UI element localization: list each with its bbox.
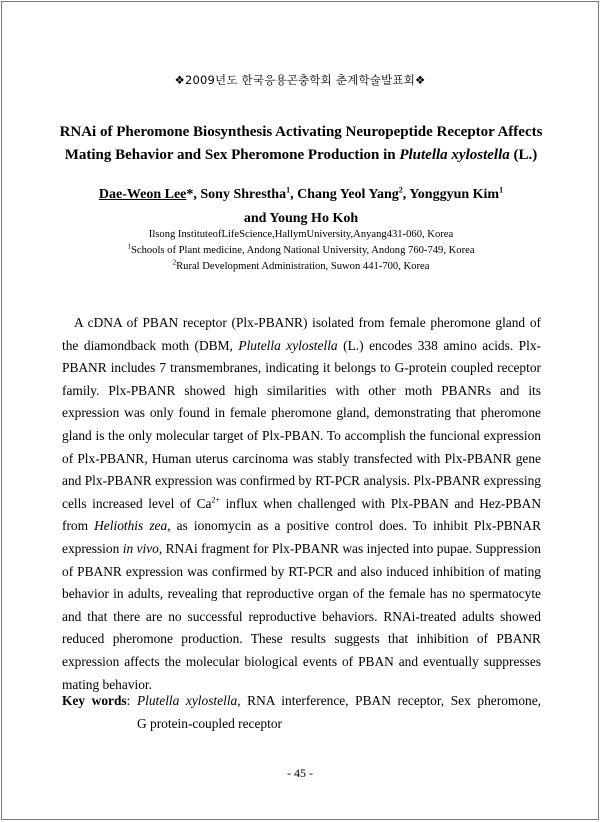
keywords-line-1	[62, 690, 541, 713]
title-line-1: RNAi of Pheromone Biosynthesis Activating Neuropeptide Receptor Affects	[59, 124, 543, 140]
affiliations	[42, 227, 560, 275]
keywords-label: Key words	[62, 693, 127, 708]
affiliation-1-text: Schools of Plant medicine, Andong National University, Andong 760-749, Korea	[130, 245, 475, 256]
author-line-1	[42, 183, 560, 207]
keywords-species: Plutella xylostella	[136, 693, 238, 708]
paper-title	[42, 121, 560, 167]
abstract-species-heliothis: Heliothis zea	[94, 518, 168, 534]
affiliation-mark: 1	[286, 185, 291, 195]
author-list	[42, 183, 560, 231]
abstract-in-vivo: in vivo	[122, 540, 159, 556]
title-line-2	[42, 144, 560, 167]
abstract-text: A cDNA of PBAN receptor (Plx-PBANR) isolated from female pheromone gland of the diamondback moth (DBM,	[62, 315, 541, 353]
keywords	[62, 690, 541, 735]
title-line-2-end: (L.)	[509, 147, 538, 163]
abstract-text: (L.) encodes 338 amino acids. Plx-PBANR includes 7 transmembranes, indicating it belongs to G-protein coupled receptor family. Plx-PBANR showed high similarities with other moth PBANRs and its expression was only found in female pheromone gland, demonstrating that pheromone gland is the only molecular target of Plx-PBAN. To accomplish the funcional expression of Plx-PBANR, Human uterus carcinoma was stably transfected with Plx-PBANR gene and Plx-PBANR expression was confirmed by RT-PCR analysis. Plx-PBANR expressing cells increased level of Ca	[62, 337, 542, 511]
author-shrestha: Sony Shrestha	[200, 187, 287, 202]
paper-page	[1, 1, 599, 820]
affiliation-1-mark: 1	[127, 242, 131, 251]
author-line-2: and Young Ho Koh	[243, 211, 359, 226]
author-separator: ,	[402, 187, 410, 202]
author-yang: Chang Yeol Yang	[297, 187, 399, 202]
author-kim: Yonggyun Kim	[409, 187, 500, 202]
page-number: - 45 -	[287, 766, 313, 780]
affiliation-1	[42, 243, 560, 259]
author-separator: ,	[290, 187, 298, 202]
author-separator: ,	[193, 187, 201, 202]
affiliation-2-mark: 2	[172, 258, 177, 267]
conference-header: ❖2009년도 한국응용곤충학회 춘계학술발표회❖	[174, 73, 426, 87]
keywords-line-2: G protein-coupled receptor	[137, 715, 283, 731]
author-lee: Dae-Weon Lee	[98, 187, 187, 202]
abstract-text: , RNAi fragment for Plx-PBANR was injected into pupae. Suppression of PBANR expression was confirmed by RT-PCR and also induced inhibition of mating behavior in adults, revealing that reproductive organ of the female has no spermatocyte and that there are no successful reproductive behaviors. RNAi-treated adults showed reduced pheromone production. These results suggests that inhibition of PBANR expression affects the molecular biological events of PBAN and eventually suppresses mating behavior.	[62, 540, 541, 692]
affiliation-2-text: Rural Development Administration, Suwon 441-700, Korea	[176, 261, 430, 272]
keywords-colon: :	[126, 693, 137, 708]
title-line-2-text: Mating Behavior and Sex Pheromone Production in	[64, 147, 400, 163]
abstract-species: Plutella xylostella	[238, 337, 338, 353]
abstract-text: influx when challenged with Plx-PBAN and Hez-PBAN from	[62, 495, 541, 534]
affiliation-0: Ilsong InstituteofLifeScience,HallymUniversity,Anyang431-060, Korea	[148, 229, 454, 240]
affiliation-mark: 1	[499, 185, 504, 195]
affiliation-2	[42, 259, 560, 275]
affiliation-mark: 2	[398, 185, 403, 195]
calcium-charge: 2+	[211, 495, 220, 505]
corresponding-mark: *	[186, 187, 194, 202]
keywords-rest: , RNA interference, PBAN receptor, Sex pheromone,	[237, 693, 541, 708]
abstract-body	[62, 312, 541, 696]
title-species: Plutella xylostella	[399, 147, 510, 163]
abstract-text: , as ionomycin as a positive control does. To inhibit Plx-PBNAR expression	[62, 518, 541, 556]
